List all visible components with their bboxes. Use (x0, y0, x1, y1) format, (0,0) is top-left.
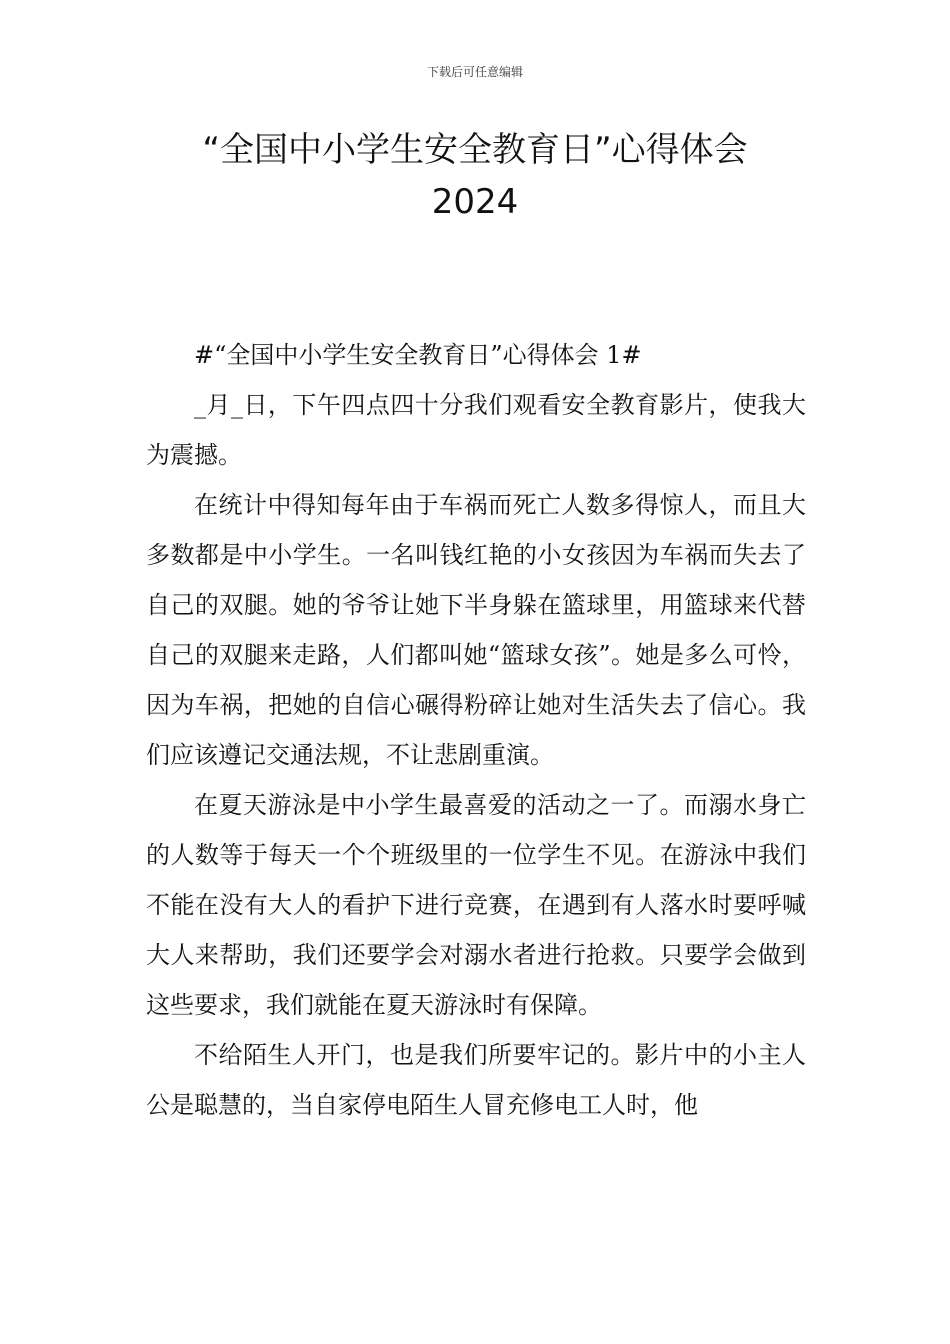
paragraph-intro: _月_日，下午四点四十分我们观看安全教育影片，使我大为震撼。 (146, 391, 806, 469)
header-note: 下载后可任意编辑 (426, 65, 523, 79)
paragraph-swimming: 在夏天游泳是中小学生最喜爱的活动之一了。而溺水身亡的人数等于每天一个个班级里的一位学生不见。在游泳中我们不能在没有大人的看护下进行竞赛，在遇到有人落水时要呼喊大人来帮助，我们还要学会对溺水者进行抢救。只要学会做到这些要求，我们就能在夏天游泳时有保障。 (146, 791, 806, 1019)
section-heading: #“全国中小学生安全教育日”心得体会 1# (194, 341, 642, 369)
paragraph-traffic: 在统计中得知每年由于车祸而死亡人数多得惊人，而且大多数都是中小学生。一名叫钱红艳的小女孩因为车祸而失去了自己的双腿。她的爷爷让她下半身躲在篮球里，用篮球来代替自己的双腿来走路，人们都叫她“篮球女孩”。她是多么可怜，因为车祸，把她的自信心碾得粉碎让她对生活失去了信心。我们应该遵记交通法规，不让悲剧重演。 (146, 491, 806, 769)
document-body (146, 330, 806, 1130)
paragraph-strangers: 不给陌生人开门，也是我们所要牢记的。影片中的小主人公是聪慧的，当自家停电陌生人冒充修电工人时，他 (146, 1041, 806, 1119)
document-title (0, 124, 950, 228)
title-line-1: “全国中小学生安全教育日”心得体会 (202, 130, 748, 170)
title-line-2: 2024 (431, 182, 519, 222)
